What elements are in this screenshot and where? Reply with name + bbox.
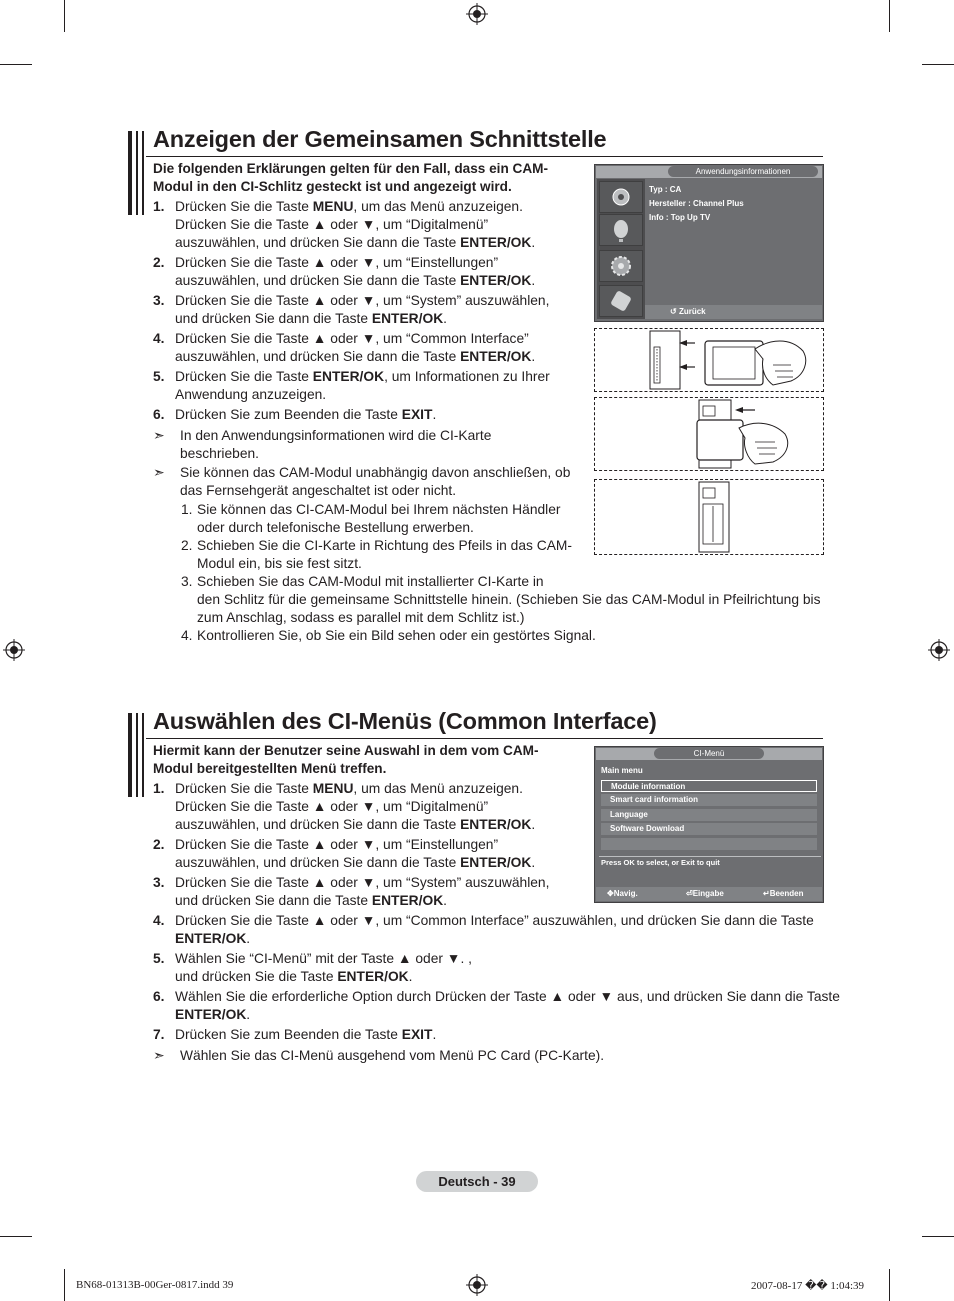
step-item: 6. Drücken Sie zum Beenden die Taste EXIT. xyxy=(153,407,437,422)
osd-title: CI-Menü xyxy=(654,748,764,759)
section-marker xyxy=(136,131,138,215)
section-marker xyxy=(128,131,132,215)
substep-item: 2. Schieben Sie die CI-Karte in Richtung des Pfeils in das CAM-Modul ein, bis sie fest sitzt. xyxy=(181,538,572,571)
ci-menu-item[interactable]: Module information xyxy=(601,780,817,792)
registration-mark-icon xyxy=(466,3,488,25)
section-marker xyxy=(142,131,144,215)
substep-item: 1. Sie können das CI-CAM-Modul bei Ihrem nächsten Händler oder durch telefonische Bestellung erwerben. xyxy=(181,502,561,535)
substep-item: 4. Kontrollieren Sie, ob Sie ein Bild sehen oder ein gestörtes Signal. xyxy=(181,628,596,643)
step-item: 7. Drücken Sie zum Beenden die Taste EXIT. xyxy=(153,1027,437,1042)
insert-card-illustration xyxy=(594,397,824,471)
ci-hint-text: Press OK to select, or Exit to quit xyxy=(601,858,720,867)
crop-mark xyxy=(64,0,65,32)
substep-item: 3. Schieben Sie das CAM-Modul mit installierter CI-Karte in xyxy=(181,574,544,589)
crop-mark xyxy=(889,0,890,32)
section-divider xyxy=(146,156,823,157)
step-item: 1. Drücken Sie die Taste MENU, um das Menü anzuzeigen. Drücken Sie die Taste ▲ oder ▼, um “Digitalmenü” auszuwählen, und drücken Sie dann die Taste ENTER/OK. xyxy=(153,781,536,832)
registration-mark-icon xyxy=(466,1274,488,1296)
ci-menu-item[interactable]: Software Download xyxy=(601,823,817,835)
step-item: 2. Drücken Sie die Taste ▲ oder ▼, um “Einstellungen” auszuwählen, und drücken Sie dann die Taste ENTER/OK. xyxy=(153,837,536,870)
date-slug: 2007-08-17 �� 1:04:39 xyxy=(751,1280,864,1292)
section-intro: Die folgenden Erklärungen gelten für den Fall, dass ein CAM-Modul in den CI-Schlitz gesteckt ist und angezeigt wird. xyxy=(153,161,549,194)
registration-mark-icon xyxy=(928,639,950,661)
osd-exit-hint: ↵Beenden xyxy=(763,889,804,898)
step-item: 1. Drücken Sie die Taste MENU, um das Menü anzuzeigen. Drücken Sie die Taste ▲ oder ▼, um “Digitalmenü” auszuwählen, und drücken Sie dann die Taste ENTER/OK. xyxy=(153,199,536,250)
note: ➣ Wählen Sie das CI-Menü ausgehend vom Menü PC Card (PC-Karte). xyxy=(153,1047,605,1063)
notes-block xyxy=(153,1047,823,1066)
note-arrow-icon: ➣ xyxy=(153,464,165,480)
crop-mark xyxy=(0,1236,32,1237)
registration-mark-icon xyxy=(3,639,25,661)
crop-mark xyxy=(922,64,954,65)
step-item: 5. Wählen Sie “CI-Menü” mit der Taste ▲ oder ▼. , und drücken Sie die Taste ENTER/OK. xyxy=(153,951,472,984)
step-item: 2. Drücken Sie die Taste ▲ oder ▼, um “Einstellungen” auszuwählen, und drücken Sie dann die Taste ENTER/OK. xyxy=(153,255,536,288)
step-item: 4. Drücken Sie die Taste ▲ oder ▼, um “Common Interface” auszuwählen, und drücken Sie dann die Taste ENTER/OK. xyxy=(153,913,814,946)
step-item: 3. Drücken Sie die Taste ▲ oder ▼, um “System” auszuwählen, und drücken Sie dann die Taste ENTER/OK. xyxy=(153,875,550,908)
note-arrow-icon: ➣ xyxy=(153,1047,165,1063)
osd-enter-hint: ⏎Eingabe xyxy=(686,889,724,898)
osd-line: Info : Top Up TV xyxy=(649,213,711,222)
enter-icon: ⏎ xyxy=(686,889,693,898)
osd-line: Hersteller : Channel Plus xyxy=(649,199,744,208)
ci-menu-item-empty xyxy=(601,838,817,850)
crop-mark xyxy=(889,1269,890,1301)
page-number: Deutsch - 39 xyxy=(416,1171,538,1192)
crop-mark xyxy=(922,1236,954,1237)
step-list xyxy=(153,198,573,426)
osd-nav-hint: ✥Navig. xyxy=(607,889,638,898)
osd-title: Anwendungsinformationen xyxy=(668,166,818,177)
section-marker xyxy=(128,713,132,797)
cam-inserted-illustration xyxy=(594,479,824,555)
section-intro: Hiermit kann der Benutzer seine Auswahl in dem vom CAM-Modul bereitgestellten Menü treffen. xyxy=(153,743,539,776)
navigate-icon: ✥ xyxy=(607,889,614,898)
section-marker xyxy=(136,713,138,797)
setup-menu-icon xyxy=(599,250,643,282)
section-divider xyxy=(146,738,823,739)
substep-item: den Schlitz für die gemeinsame Schnittstelle hinein. (Schieben Sie das CAM-Modul in Pfeilrichtung bis zum Anschlag, sodass es parallel mit dem Schlitz ist.) xyxy=(197,592,821,625)
osd-line: Typ : CA xyxy=(649,185,682,194)
return-icon: ↺ xyxy=(670,307,679,316)
input-menu-icon xyxy=(599,285,643,317)
note: ➣ Sie können das CAM-Modul unabhängig davon anschließen, ob das Fernsehgerät angeschaltet ist oder nicht. xyxy=(153,464,571,498)
ci-main-menu-label: Main menu xyxy=(601,766,643,775)
exit-icon: ↵ xyxy=(763,889,770,898)
ci-menu-item[interactable]: Language xyxy=(601,809,817,821)
picture-menu-icon xyxy=(599,181,643,213)
crop-mark xyxy=(0,64,32,65)
step-item: 4. Drücken Sie die Taste ▲ oder ▼, um “Common Interface” auszuwählen, und drücken Sie dann die Taste ENTER/OK. xyxy=(153,331,536,364)
osd-back-button[interactable]: ↺ Zurück xyxy=(670,307,706,316)
step-item: 6. Wählen Sie die erforderliche Option durch Drücken der Taste ▲ oder ▼ aus, und drücken Sie dann die Taste ENTER/OK. xyxy=(153,989,840,1022)
section-title: Anzeigen der Gemeinsamen Schnittstelle xyxy=(153,126,607,152)
sound-menu-icon xyxy=(599,214,643,246)
step-item: 5. Drücken Sie die Taste ENTER/OK, um Informationen zu Ihrer Anwendung anzuzeigen. xyxy=(153,369,550,402)
section-marker xyxy=(142,713,144,797)
crop-mark xyxy=(64,1269,65,1301)
note: ➣ In den Anwendungsinformationen wird die CI-Karte beschrieben. xyxy=(153,427,492,461)
insert-cam-illustration xyxy=(594,328,824,392)
ci-menu-item[interactable]: Smart card information xyxy=(601,794,817,806)
file-slug: BN68-01313B-00Ger-0817.indd 39 xyxy=(76,1279,234,1291)
note-arrow-icon: ➣ xyxy=(153,427,165,443)
section-title: Auswählen des CI-Menüs (Common Interface) xyxy=(153,708,657,734)
step-item: 3. Drücken Sie die Taste ▲ oder ▼, um “System” auszuwählen, und drücken Sie dann die Taste ENTER/OK. xyxy=(153,293,550,326)
